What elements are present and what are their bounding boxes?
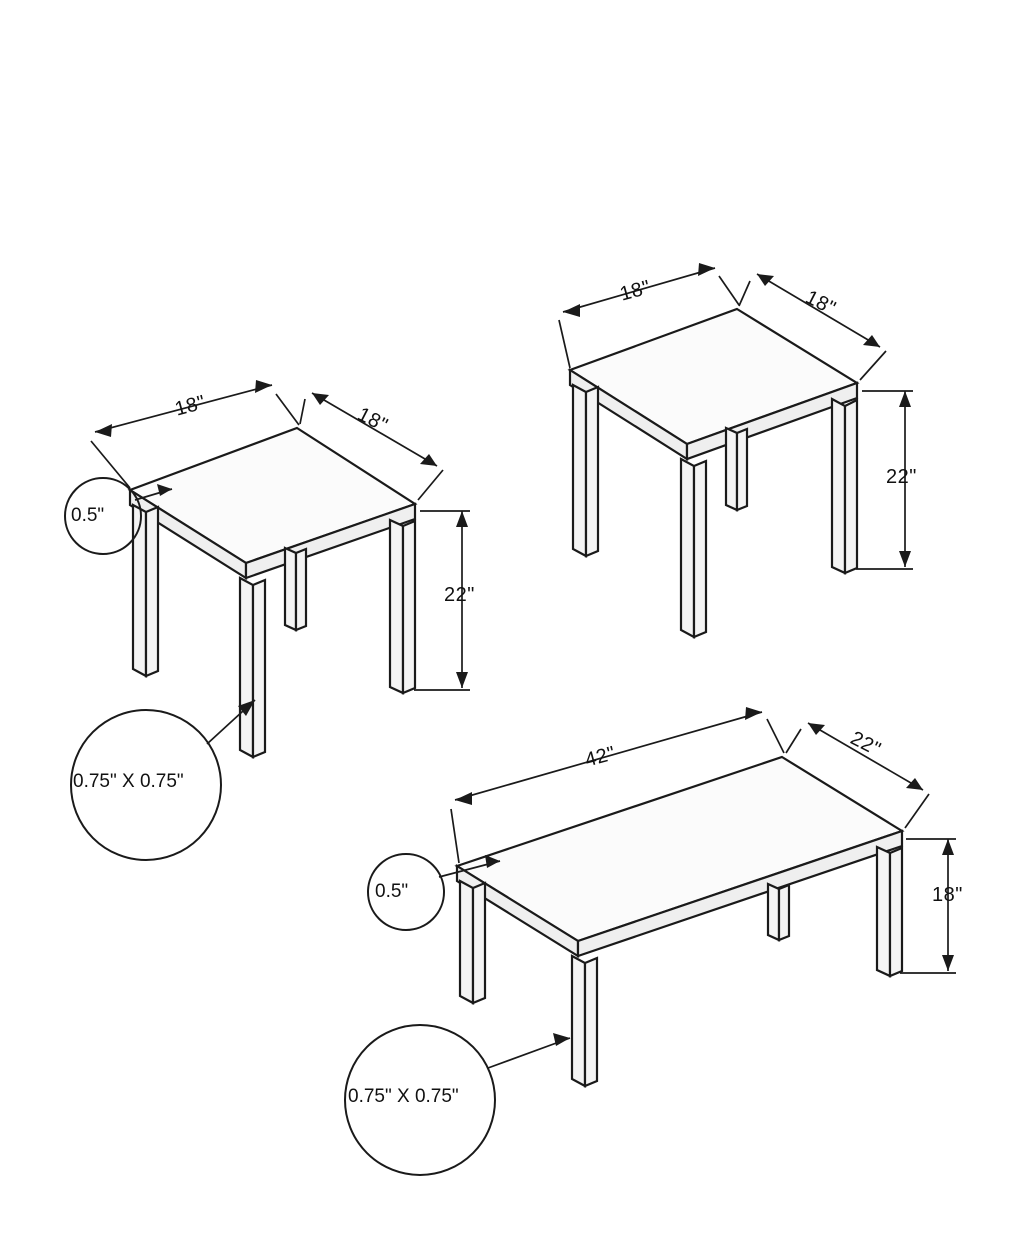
coffee-table-leg-callout-label: 0.75" X 0.75" xyxy=(348,1086,459,1107)
end-table-left-height-label: 22" xyxy=(444,584,475,606)
end-table-right-depth-label: 18" xyxy=(801,286,840,320)
end-table-right-height-label: 22" xyxy=(886,466,917,488)
end-table-left-width-label: 18" xyxy=(172,391,209,421)
coffee-table-width-label: 42" xyxy=(582,742,619,772)
end-table-left-leg-callout-label: 0.75" X 0.75" xyxy=(73,771,184,792)
coffee-table-depth-label: 22" xyxy=(846,727,885,761)
end-table-left-depth-label: 18" xyxy=(353,403,392,437)
coffee-table-height-label: 18" xyxy=(932,884,963,906)
coffee-table-thickness-callout-label: 0.5" xyxy=(375,881,409,902)
end-table-right-drawing xyxy=(559,263,913,637)
end-table-left-thickness-callout-label: 0.5" xyxy=(71,505,105,526)
end-table-right-width-label: 18" xyxy=(617,276,654,306)
